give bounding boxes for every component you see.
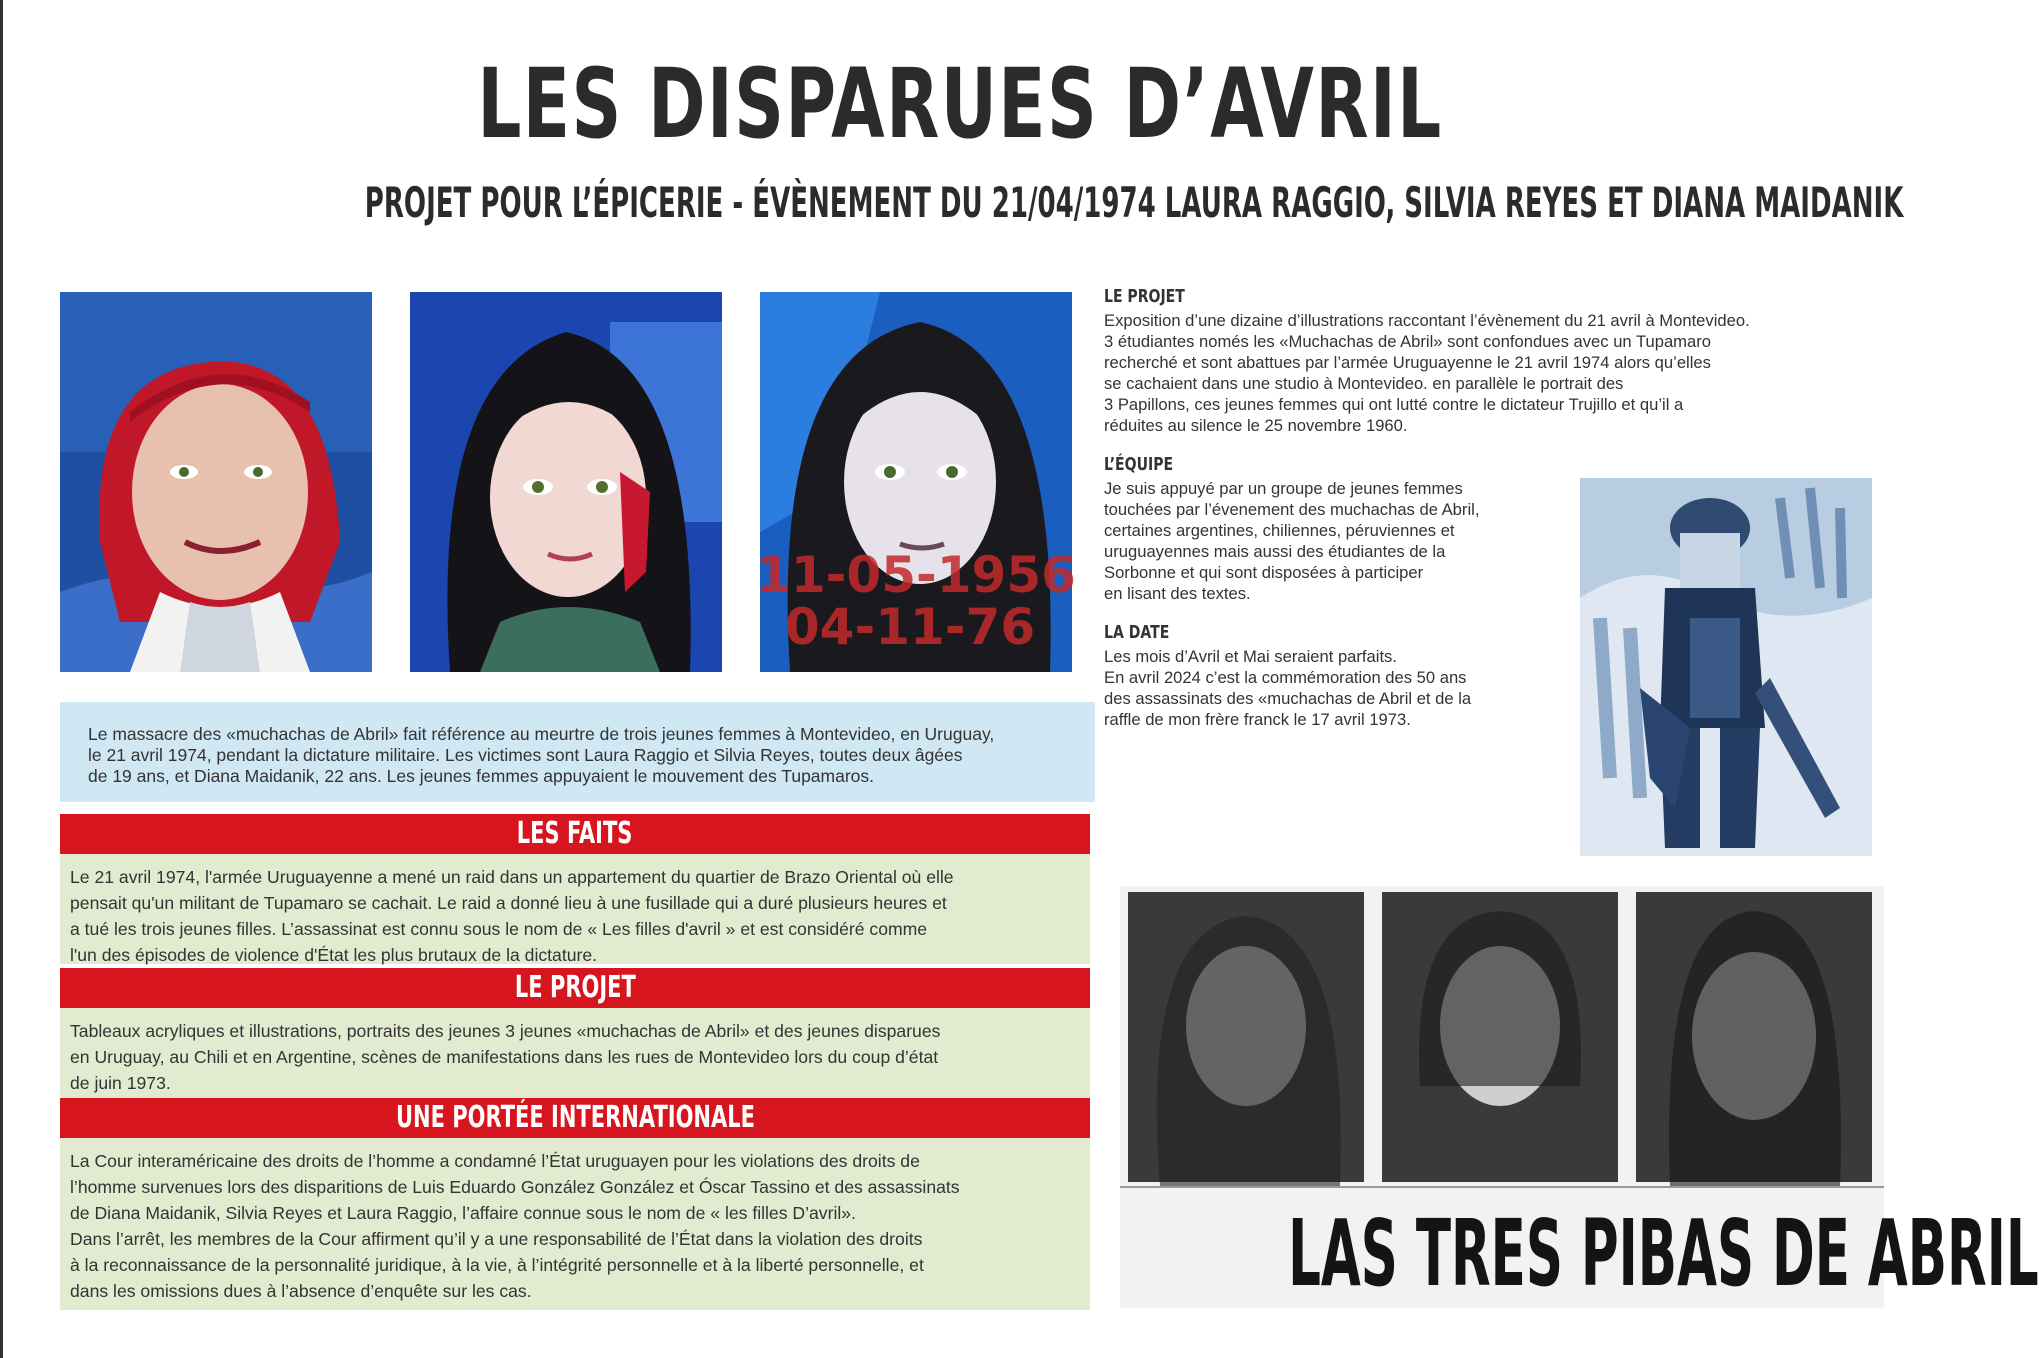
page-title: LES DISPARUES D’AVRIL — [477, 48, 1443, 160]
sidebar-line: Sorbonne et qui sont disposées à participer — [1104, 563, 1424, 582]
sidebar-text-date — [1104, 646, 1574, 730]
sidebar-line: Exposition d’une dizaine d’illustrations raccontant l’évènement du 21 avril à Montevideo. — [1104, 311, 1750, 330]
section-body-international — [60, 1138, 1090, 1310]
body-line: dans les omissions dues à l’absence d’enquête sur les cas. — [70, 1281, 532, 1301]
body-line: pensait qu'un militant de Tupamaro se cachait. Le raid a donné lieu à une fusillade qui a duré plusieurs heures et — [70, 893, 947, 913]
section-heading-text: UNE PORTÉE INTERNATIONALE — [395, 1100, 755, 1135]
section-heading-projet — [60, 968, 1090, 1008]
section-heading-text: LES FAITS — [517, 816, 633, 851]
painting-date-birth: 11-05-1956 — [756, 546, 1076, 604]
body-line: Tableaux acryliques et illustrations, portraits des jeunes 3 jeunes «muchachas de Abril» et des jeunes disparues — [70, 1021, 941, 1041]
body-line: de Diana Maidanik, Silvia Reyes et Laura Raggio, l’affaire connue sous le nom de « les filles D’avril». — [70, 1203, 856, 1223]
sidebar-line: se cachaient dans une studio à Montevideo. en parallèle le portrait des — [1104, 374, 1624, 393]
section-body-projet — [60, 1008, 1090, 1098]
painting-date-death: 04-11-76 — [784, 598, 1036, 656]
intro-box — [60, 702, 1095, 802]
portrait-painting-1 — [60, 292, 372, 672]
sidebar-line: réduites au silence le 25 novembre 1960. — [1104, 416, 1408, 435]
sidebar-heading-date: LA DATE — [1104, 622, 1170, 643]
sidebar-line: des assassinats des «muchachas de Abril et de la — [1104, 689, 1472, 708]
page-edge-line — [0, 0, 3, 1358]
body-line: l'un des épisodes de violence d'État les plus brutaux de la dictature. — [70, 945, 598, 965]
sidebar-line: recherché et sont abattues par l’armée Uruguayenne le 21 avril 1974 alors qu’elles — [1104, 353, 1711, 372]
body-line: Dans l’arrêt, les membres de la Cour affirment qu’il y a une responsabilité de l’État dans la violation des droits — [70, 1229, 923, 1249]
body-line: La Cour interaméricaine des droits de l’homme a condamné l’État uruguayen pour les violations des droits de — [70, 1151, 920, 1171]
sidebar-line: 3 Papillons, ces jeunes femmes qui ont lutté contre le dictateur Trujillo et qu’il a — [1104, 395, 1684, 414]
sidebar-line: Les mois d’Avril et Mai seraient parfaits. — [1104, 647, 1397, 666]
portrait-painting-3 — [756, 292, 1076, 672]
sidebar-line: raffle de mon frère franck le 17 avril 1973. — [1104, 710, 1411, 729]
sidebar-line: certaines argentines, chiliennes, péruviennes et — [1104, 521, 1455, 540]
sidebar-heading-projet: LE PROJET — [1104, 286, 1185, 307]
body-line: l’homme survenues lors des disparitions de Luis Eduardo González González et Óscar Tassino et des assassinats — [70, 1177, 960, 1197]
section-heading-text: LE PROJET — [514, 970, 636, 1005]
sidebar-text-projet — [1104, 310, 1894, 436]
section-heading-faits — [60, 814, 1090, 854]
sidebar-line: uruguayennes mais aussi des étudiantes de la — [1104, 542, 1446, 561]
section-body-faits — [60, 854, 1090, 964]
body-line: à la reconnaissance de la personnalité juridique, à la vie, à l’intégrité personnelle et à la liberté personnelle, et — [70, 1255, 924, 1275]
sidebar-line: 3 étudiantes només les «Muchachas de Abril» sont confondues avec un Tupamaro — [1104, 332, 1711, 351]
newspaper-headline: LAS TRES PIBAS DE ABRIL — [1288, 1200, 2039, 1307]
intro-line: le 21 avril 1974, pendant la dictature militaire. Les victimes sont Laura Raggio et Silvia Reyes, toutes deux âgées — [88, 745, 963, 765]
page-subtitle: PROJET POUR L’ÉPICERIE - ÉVÈNEMENT DU 21/04/1974 LAURA RAGGIO, SILVIA REYES ET DIANA MAIDANIK — [364, 178, 1904, 227]
body-line: Le 21 avril 1974, l'armée Uruguayenne a mené un raid dans un appartement du quartier de Brazo Oriental où elle — [70, 867, 954, 887]
portrait-painting-2 — [410, 292, 722, 672]
sidebar-line: touchées par l’évenement des muchachas de Abril, — [1104, 500, 1480, 519]
intro-line: Le massacre des «muchachas de Abril» fait référence au meurtre de trois jeunes femmes à Montevideo, en Uruguay, — [88, 724, 995, 744]
sidebar-heading-equipe: L’ÉQUIPE — [1104, 454, 1174, 475]
sidebar-line: En avril 2024 c’est la commémoration des 50 ans — [1104, 668, 1467, 687]
sidebar-line: Je suis appuyé par un groupe de jeunes femmes — [1104, 479, 1463, 498]
soldier-illustration — [1580, 478, 1872, 856]
sidebar-text-equipe — [1104, 478, 1574, 604]
section-heading-international — [60, 1098, 1090, 1138]
body-line: de juin 1973. — [70, 1073, 171, 1093]
newspaper-clipping — [1120, 886, 2039, 1308]
sidebar-line: en lisant des textes. — [1104, 584, 1251, 603]
body-line: a tué les trois jeunes filles. L’assassinat est connu sous le nom de « Les filles d'avril » et est considéré comme — [70, 919, 928, 939]
intro-line: de 19 ans, et Diana Maidanik, 22 ans. Les jeunes femmes appuyaient le mouvement des Tupamaros. — [88, 766, 875, 786]
body-line: en Uruguay, au Chili et en Argentine, scènes de manifestations dans les rues de Montevideo lors du coup d’état — [70, 1047, 939, 1067]
